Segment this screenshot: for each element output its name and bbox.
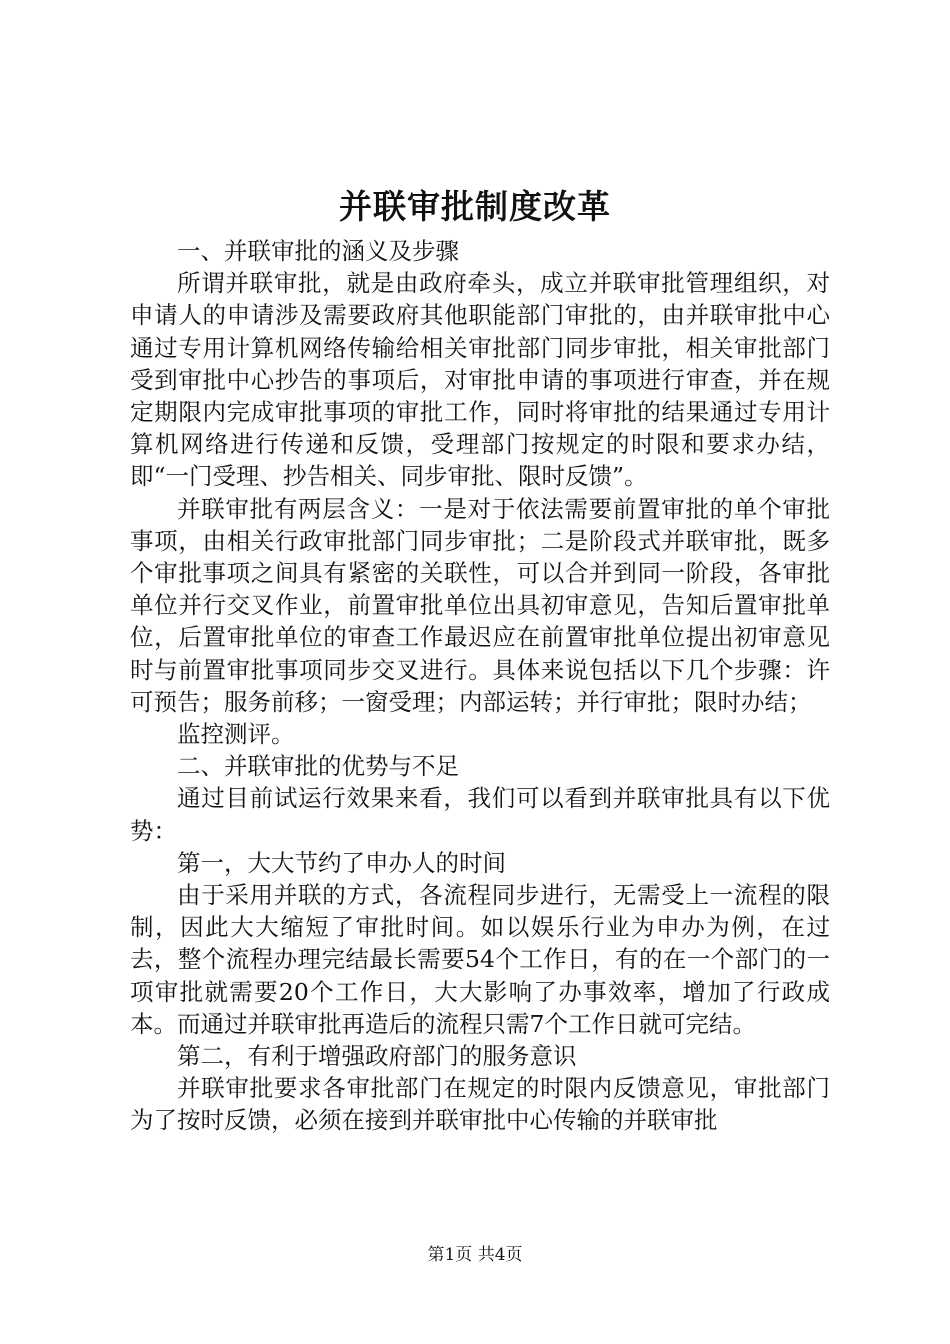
page-footer: 第1页 共4页 xyxy=(427,1245,523,1265)
subheading-1: 第一，大大节约了申办人的时间 xyxy=(177,848,506,877)
paragraph: 并联审批要求各审批部门在规定的时限内反馈意见，审批部门为了按时反馈，必须在接到并联审批中心传输的并联审批 xyxy=(130,1074,830,1135)
section-heading-1: 一、并联审批的涵义及步骤 xyxy=(177,237,459,265)
document-body xyxy=(130,235,830,1137)
document-title: 并联审批制度改革 xyxy=(339,187,611,226)
subheading-2: 第二，有利于增强政府部门的服务意识 xyxy=(177,1042,577,1071)
paragraph: 并联审批有两层含义：一是对于依法需要前置审批的单个审批事项，由相关行政审批部门同步审批；二是阶段式并联审批，既多个审批事项之间具有紧密的关联性，可以合并到同一阶段，各审批单位并行交叉作业，前置审批单位出具初审意见，告知后置审批单位，后置审批单位的审查工作最迟应在前置审批单位提出初审意见时与前置审批事项同步交叉进行。具体来说包括以下几个步骤：许可预告；服务前移；一窗受理；内部运转；并行审批；限时办结； xyxy=(130,494,830,716)
section-heading-2: 二、并联审批的优势与不足 xyxy=(177,752,459,781)
paragraph: 所谓并联审批，就是由政府牵头，成立并联审批管理组织，对申请人的申请涉及需要政府其他职能部门审批的，由并联审批中心通过专用计算机网络传输给相关审批部门同步审批，相关审批部门受到审批中心抄告的事项后，对审批申请的事项进行审查，并在规定期限内完成审批事项的审批工作，同时将审批的结果通过专用计算机网络进行传递和反馈，受理部门按规定的时限和要求办结，即“一门受理、抄告相关、同步审批、限时反馈”。 xyxy=(130,269,830,491)
paragraph: 由于采用并联的方式，各流程同步进行，无需受上一流程的限制，因此大大缩短了审批时间。如以娱乐行业为申办为例，在过去，整个流程办理完结最长需要54个工作日，有的在一个部门的一项审批就需要20个工作日，大大影响了办事效率，增加了行政成本。而通过并联审批再造后的流程只需7个工作日就可完结。 xyxy=(130,881,830,1038)
paragraph: 监控测评。 xyxy=(177,720,295,749)
paragraph: 通过目前试运行效果来看，我们可以看到并联审批具有以下优势： xyxy=(130,784,830,845)
